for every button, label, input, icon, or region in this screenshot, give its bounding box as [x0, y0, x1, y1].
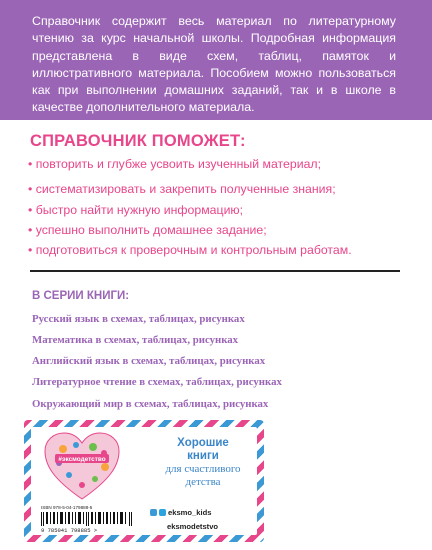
help-item: • быстро найти нужную информацию; — [28, 203, 244, 217]
help-item: • подготовиться к проверочным и контрольным работам. — [28, 243, 352, 257]
help-item: • успешно выполнить домашнее задание; — [28, 223, 267, 237]
social-handle-row — [167, 521, 277, 533]
series-book-title: Окружающий мир в схемах, таблицах, рисунках — [32, 398, 269, 410]
slogan-line: для счастливого — [165, 463, 241, 475]
help-item: • систематизировать и закрепить полученные знания; — [28, 182, 336, 196]
barcode-icon — [41, 512, 136, 526]
series-book-title: Литературное чтение в схемах, таблицах, рисунках — [32, 376, 282, 388]
intro-text: Справочник содержит весь материал по литературному чтению за курс начальной школы. Подробная информация представлена в виде схем, таблиц, памяток и иллюстративного материала. Пособием можно пользоваться как при выполнении домашних заданий, так и в школе в качестве дополнительного материала. — [32, 14, 396, 115]
publisher-badge — [24, 420, 264, 542]
heart-label: #эксмодетство — [58, 456, 106, 463]
series-book-title: Математика в схемах, таблицах, рисунках — [32, 334, 239, 346]
slogan-line: детства — [185, 476, 221, 488]
series-heading: В СЕРИИ КНИГИ: — [32, 290, 130, 302]
social-handle-row — [150, 507, 260, 519]
isbn-text: ISBN 978-5-04-179888-5 — [41, 505, 93, 510]
series-book-title: Русский язык в схемах, таблицах, рисунках — [32, 313, 245, 325]
vk-icon — [150, 509, 157, 516]
help-heading: СПРАВОЧНИК ПОМОЖЕТ: — [30, 132, 246, 150]
heart-logo-icon — [43, 431, 121, 501]
badge-inner — [31, 427, 257, 535]
social-handle: eksmodetstvo — [167, 522, 219, 531]
telegram-icon — [159, 509, 166, 516]
slogan-line: Хорошие — [177, 437, 229, 449]
slogan — [155, 437, 251, 489]
social-handle: eksmo_kids — [168, 508, 212, 517]
barcode-number: 9 785041 798885 > — [41, 527, 98, 534]
series-book-title: Английский язык в схемах, таблицах, рисунках — [32, 355, 266, 367]
divider — [30, 270, 400, 272]
help-item: • повторить и глубже усвоить изученный материал; — [28, 157, 322, 171]
slogan-line: книги — [187, 450, 219, 462]
